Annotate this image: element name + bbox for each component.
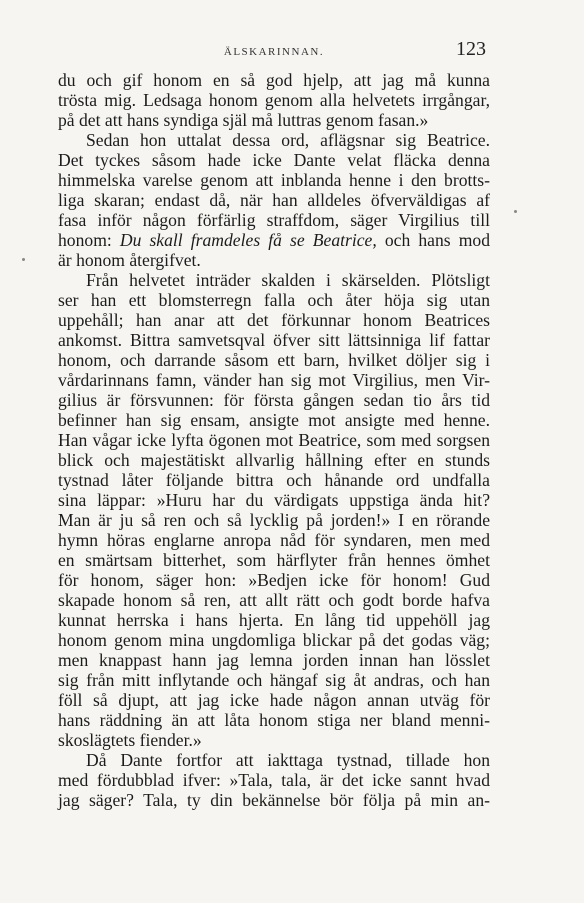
text-line: liga skaran; endast då, när han alldeles öfverväldigas af bbox=[58, 190, 490, 210]
text-line: jag säger? Tala, ty din bekännelse bör följa på min an- bbox=[58, 790, 490, 810]
text-line: med fördubblad ifver: »Tala, tala, är det icke sannt hvad bbox=[58, 770, 490, 790]
running-title: ÄLSKARINNAN. bbox=[223, 46, 325, 58]
text-line-with-italic bbox=[58, 230, 490, 250]
text-line: skoslägtets fiender.» bbox=[58, 730, 202, 750]
text-segment: honom: bbox=[58, 230, 120, 250]
text-line: fasa inför någon förfärlig straffdom, säger Virgilius till bbox=[58, 210, 490, 230]
text-line: men knappast hann jag lemna jorden innan han lösslet bbox=[58, 650, 490, 670]
text-line: är honom återgifvet. bbox=[58, 250, 201, 270]
page-number: 123 bbox=[456, 38, 486, 60]
text-line: himmelska varelse genom att inblanda henne i den brotts- bbox=[58, 170, 490, 190]
text-line: vårdarinnans famn, vänder han sig mot Virgilius, men Vir- bbox=[58, 370, 490, 390]
print-speck bbox=[22, 258, 25, 261]
text-line: föll så djupt, att jag icke hade någon annan utväg för bbox=[58, 690, 490, 710]
text-segment: och hans mod bbox=[376, 230, 490, 250]
text-line: hymn höras englarne anropa nåd för syndaren, men med bbox=[58, 530, 490, 550]
text-line: tystnad låter följande bittra och hånande ord undfalla bbox=[58, 470, 490, 490]
page-header bbox=[58, 34, 490, 64]
text-line: Det tyckes såsom hade icke Dante velat fläcka denna bbox=[58, 150, 490, 170]
text-line: för honom, säger hon: »Bedjen icke för honom! Gud bbox=[58, 570, 490, 590]
paragraph-start-line: Från helvetet inträder skalden i skärselden. Plötsligt bbox=[86, 270, 490, 290]
text-line: blick och majestätiskt allvarlig hållning efter en stunds bbox=[58, 450, 490, 470]
text-line: Man är ju så ren och så lycklig på jorden!» I en rörande bbox=[58, 510, 490, 530]
text-line: en smärtsam bitterhet, som härflyter från hennes ömhet bbox=[58, 550, 490, 570]
text-line: du och gif honom en så god hjelp, att jag må kunna bbox=[58, 70, 490, 90]
text-line: hans räddning än att låta honom stiga ner bland menni- bbox=[58, 710, 490, 730]
paragraph-start-line: Sedan hon uttalat dessa ord, aflägsnar sig Beatrice. bbox=[86, 130, 490, 150]
text-line: skapade honom så ren, att allt rätt och godt borde hafva bbox=[58, 590, 490, 610]
text-line: honom, och darrande såsom ett barn, hvilket döljer sig i bbox=[58, 350, 490, 370]
text-line: gilius är försvunnen: för första gången sedan tio års tid bbox=[58, 390, 490, 410]
body-text bbox=[58, 70, 490, 810]
text-line: kunnat herrska i hans hjerta. En lång tid uppehöll jag bbox=[58, 610, 490, 630]
italic-quote: Du skall framdeles få se Beatrice, bbox=[119, 230, 377, 250]
text-line: honom genom mina ungdomliga blickar på det godas väg; bbox=[58, 630, 490, 650]
text-line: trösta mig. Ledsaga honom genom alla helvetets irrgångar, bbox=[58, 90, 490, 110]
print-speck bbox=[514, 210, 517, 213]
text-line: sina läppar: »Huru har du värdigats uppstiga ända hit? bbox=[58, 490, 490, 510]
text-line: befinner han sig ensam, ansigte mot ansigte med henne. bbox=[58, 410, 490, 430]
text-line: Han vågar icke lyfta ögonen mot Beatrice, som med sorgsen bbox=[58, 430, 490, 450]
text-line: uppehåll; han anar att det förkunnar honom Beatrices bbox=[58, 310, 490, 330]
text-line: sig från mitt inflytande och hängaf sig åt andras, och han bbox=[58, 670, 490, 690]
paragraph-start-line: Då Dante fortfor att iakttaga tystnad, tillade hon bbox=[86, 750, 490, 770]
text-line: ser han ett blomsterregn falla och åter höja sig utan bbox=[58, 290, 490, 310]
text-line: ankomst. Bittra samvetsqval öfver sitt lättsinniga lif fattar bbox=[58, 330, 490, 350]
text-line: på det att hans syndiga själ må luttras genom fasan.» bbox=[58, 110, 429, 130]
